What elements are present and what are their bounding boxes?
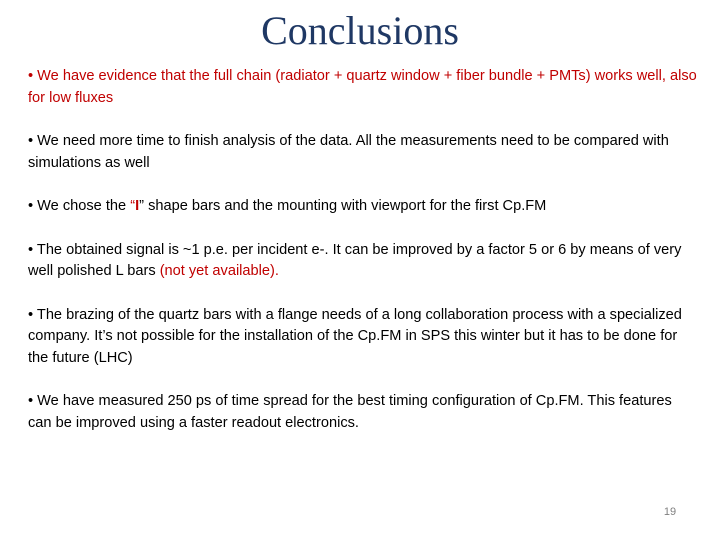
bullet-text-before: We chose the (37, 198, 131, 214)
bullet-marker: • (28, 241, 34, 258)
bullet-text-after: shape bars and the mounting with viewport for the first Cp.FM (144, 198, 547, 214)
bullet-item-signal (28, 240, 698, 283)
bullet-text: We need more time to finish analysis of the data. All the measurements need to be compared with simulations as well (28, 133, 669, 171)
bullet-text: We have measured 250 ps of time spread for the best timing configuration of Cp.FM. This features can be improved using a faster readout electronics. (28, 393, 672, 431)
quote-close: ” (139, 198, 145, 214)
not-available-highlight: (not yet available). (159, 263, 279, 279)
bullet-marker: • (28, 68, 34, 84)
slide-title: Conclusions (261, 8, 459, 53)
bullet-item-brazing (28, 305, 698, 370)
bullet-item-shape-bars (28, 196, 698, 218)
bullet-marker: • (28, 306, 34, 323)
bullet-marker: • (28, 133, 34, 149)
bullet-item-analysis (28, 131, 698, 174)
page-number: 19 (663, 506, 677, 518)
bullet-text: The brazing of the quartz bars with a flange needs of a long collaboration process with a specialized company. It’s not possible for the installation of the Cp.FM in SPS this winter but it has to be done for the future (LHC) (28, 306, 682, 366)
bullet-text-before: The obtained signal is ~1 p.e. per incident e-. It can be improved by a factor 5 or 6 by means of very well polished L bars (28, 241, 682, 279)
bullet-marker: • (28, 198, 34, 214)
bullet-text: We have evidence that the full chain (radiator + quartz window + fiber bundle + PMTs) works well, also for low fluxes (28, 68, 697, 106)
quote-open: “ (130, 198, 136, 214)
bullet-marker: • (28, 393, 34, 409)
bullet-item-full-chain (28, 66, 698, 109)
bar-shape-highlight: I (135, 198, 140, 214)
bullet-item-time-spread (28, 391, 698, 434)
bullet-list (28, 66, 698, 456)
